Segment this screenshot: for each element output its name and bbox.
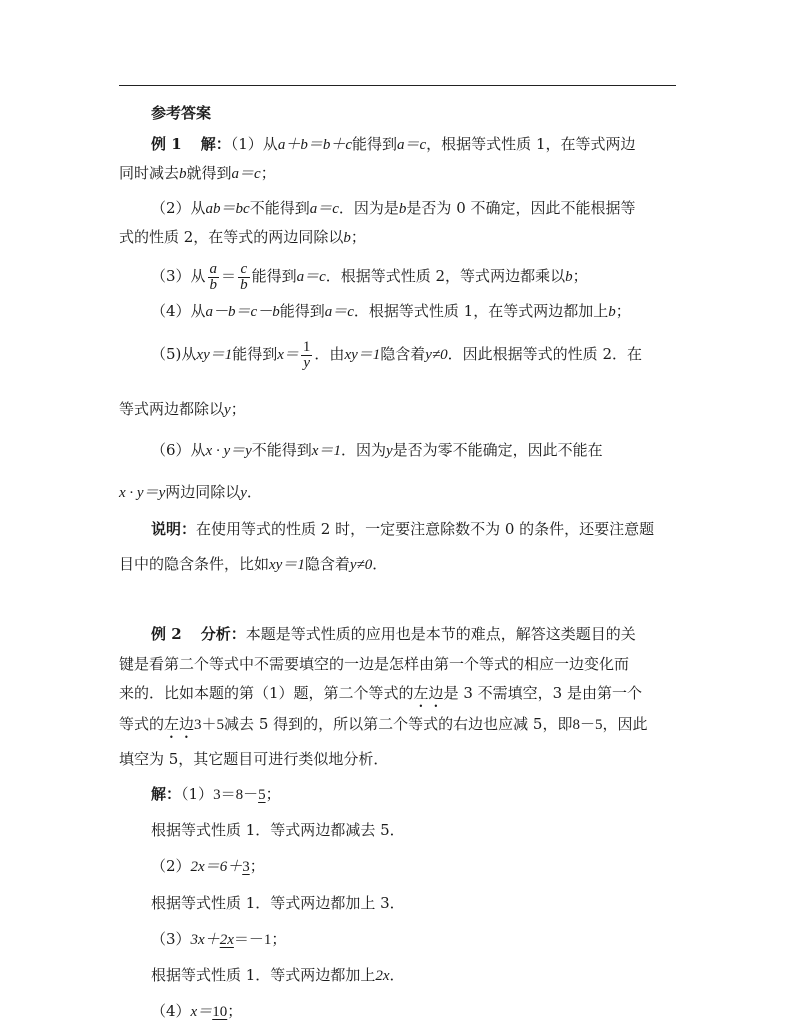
text: ．因为: [340, 441, 386, 459]
ex2-line-1: [151, 624, 636, 644]
ex1-line-1: [151, 134, 636, 155]
text: 同时减去: [119, 164, 180, 182]
text: （4）: [151, 1002, 191, 1020]
ex2-line-2: [119, 654, 629, 674]
text: 等式的: [119, 715, 165, 733]
numerator: c: [238, 262, 250, 278]
numerator: 1: [302, 338, 311, 355]
text: （3）: [151, 930, 191, 948]
math: xy＝1: [269, 557, 305, 573]
math: 3x＋: [190, 932, 220, 948]
ex2-reason-2: 根据等式性质 1．等式两边都加上 3．: [151, 894, 405, 912]
numerator: a: [209, 260, 218, 277]
text: ；: [230, 400, 246, 418]
emphasized-text: 左边: [164, 715, 195, 733]
ex1-line-2: [119, 163, 276, 184]
text: 键是看第二个等式中不需要填空的一边是怎样由第一个等式的相应一边变化而: [119, 655, 630, 673]
ex1-line-7: [151, 336, 642, 373]
fraction-1-over-y: [301, 340, 313, 371]
ex1-line-3: [151, 198, 636, 219]
answer-blank: 5: [258, 787, 266, 803]
text: ；: [227, 1002, 243, 1020]
top-rule: [119, 85, 676, 86]
answers-heading: 参考答案: [151, 104, 212, 122]
math: b: [565, 269, 573, 285]
math: x · y＝y: [119, 485, 166, 501]
math: y≠0: [349, 557, 373, 573]
ex2-reason-1: 根据等式性质 1．等式两边都减去 5．: [151, 821, 405, 839]
text: 不能得到: [251, 441, 312, 459]
text: ．由: [314, 345, 345, 363]
text: 隐含着: [304, 555, 350, 573]
ex1-note-line-1: [151, 519, 654, 539]
text: 根据等式性质 1．等式两边都加上: [151, 966, 376, 984]
math: y: [385, 443, 393, 459]
math: 2x: [375, 968, 390, 984]
math: y: [224, 402, 231, 418]
text: 等式两边都除以: [119, 400, 225, 418]
text: ．: [389, 966, 405, 984]
text: 能得到: [351, 135, 397, 153]
ex1-line-9: [151, 440, 603, 461]
ex2-line-3: [119, 683, 642, 711]
math: 8－5: [572, 717, 603, 733]
ex1-solve-label: 解：: [200, 135, 231, 153]
text: 能得到: [251, 267, 297, 285]
text: （2）: [151, 857, 191, 875]
math: a－b＝c－b: [205, 304, 280, 320]
text: 目中的隐含条件，比如: [119, 555, 270, 573]
ex1-line-6: [151, 301, 631, 322]
math: 3＝8－: [213, 787, 259, 803]
denominator: y: [303, 354, 310, 371]
ex1-note-line-2: [119, 554, 387, 575]
math: b: [398, 201, 407, 217]
text: ．根据等式性质 1，在等式两边都加上: [353, 302, 609, 320]
note-label: 说明：: [151, 520, 197, 538]
emphasized-text: 左边: [413, 684, 444, 702]
math: a＝c: [397, 137, 427, 153]
text: ．因为是: [338, 199, 399, 217]
text: 在使用等式的性质 2 时，一定要注意除数不为 0 的条件，还要注意题: [196, 520, 655, 538]
text: 式的性质 2，在等式的两边同除以: [119, 228, 344, 246]
ex1-line-10: [119, 482, 262, 503]
math: 3＋5: [194, 717, 225, 733]
text: 减去 5 得到的，所以第二个等式的右边也应减 5，即: [224, 715, 573, 733]
math: x＝1: [311, 443, 341, 459]
math: ＝－1: [233, 932, 272, 948]
math: xy＝1: [344, 347, 381, 363]
text: 两边同除以: [165, 483, 241, 501]
text: （2）从: [151, 199, 206, 217]
text: ；: [615, 302, 631, 320]
math: x＝: [190, 1004, 213, 1020]
math: a＋b＝b＋c: [277, 137, 352, 153]
text: （6）从: [151, 441, 206, 459]
text: ；: [572, 267, 588, 285]
ex2-line-4: [119, 714, 647, 742]
text: ，根据等式性质 1，在等式两边: [426, 135, 636, 153]
text: 是否为零不能确定，因此不能在: [392, 441, 603, 459]
denominator: b: [209, 276, 218, 293]
ex2-reason-3: [151, 965, 405, 986]
math: a＝c: [309, 201, 339, 217]
text: （3）从: [151, 267, 206, 285]
text: ；: [265, 785, 281, 803]
text: ．: [246, 483, 262, 501]
text: ；: [350, 228, 366, 246]
text: 不能得到: [249, 199, 310, 217]
text: 隐含着: [380, 345, 426, 363]
math: x＝: [277, 347, 299, 363]
text: （4）从: [151, 302, 206, 320]
math: a＝c: [231, 166, 261, 182]
ex2-solution-3: [151, 929, 286, 950]
math: ab＝bc: [205, 201, 250, 217]
text: 是否为 0 不确定，因此不能根据等: [406, 199, 636, 217]
fraction-c-over-b: [238, 262, 250, 293]
math: b: [343, 230, 351, 246]
ex1-line-5: [151, 258, 588, 295]
text: ；: [249, 857, 265, 875]
text: ，因此: [602, 715, 648, 733]
math: x · y＝y: [205, 443, 252, 459]
answer-blank: 2x: [219, 932, 234, 948]
answer-blank: 3: [242, 859, 250, 875]
text: 本题是等式性质的应用也是本节的难点，解答这类题目的关: [245, 625, 636, 643]
denominator: b: [240, 276, 248, 293]
text: 来的．比如本题的第（1）题，第二个等式的: [119, 684, 414, 702]
math: a＝c: [324, 304, 354, 320]
text: ；: [260, 164, 276, 182]
solve-label: 解：: [151, 785, 182, 803]
text: （1）从: [230, 135, 278, 153]
math: y≠0: [425, 347, 448, 363]
ex2-solution-4: [151, 1001, 242, 1022]
text: 能得到: [232, 345, 278, 363]
math: 2x＝6＋: [190, 859, 243, 875]
answer-blank: 10: [212, 1004, 228, 1020]
ex1-line-8: [119, 399, 246, 420]
math: xy＝1: [196, 347, 233, 363]
ex2-solution-2: [151, 856, 265, 877]
math: b: [608, 304, 616, 320]
text: （1）: [181, 785, 214, 803]
text: 填空为 5，其它题目可进行类似地分析．: [119, 750, 389, 768]
analysis-label: 分析：: [200, 625, 246, 643]
ex1-label: 例 1: [151, 135, 182, 153]
ex1-line-4: [119, 227, 366, 248]
text: ．: [372, 555, 388, 573]
text: 就得到: [186, 164, 232, 182]
math: b: [179, 166, 187, 182]
math: a＝c: [296, 269, 326, 285]
fraction-a-over-b: [208, 262, 220, 293]
text: ；: [271, 930, 287, 948]
text: ．根据等式性质 2，等式两边都乘以: [325, 267, 566, 285]
ex2-label: 例 2: [151, 625, 182, 643]
equals-sign: ＝: [221, 267, 237, 285]
ex2-line-5: [119, 749, 388, 769]
math: y: [240, 485, 247, 501]
text: 能得到: [279, 302, 325, 320]
text: ．因此根据等式的性质 2．在: [447, 345, 642, 363]
text: 是 3 不需填空，3 是由第一个: [443, 684, 642, 702]
text: （5)从: [151, 345, 197, 363]
ex2-solution-1: [151, 784, 281, 805]
